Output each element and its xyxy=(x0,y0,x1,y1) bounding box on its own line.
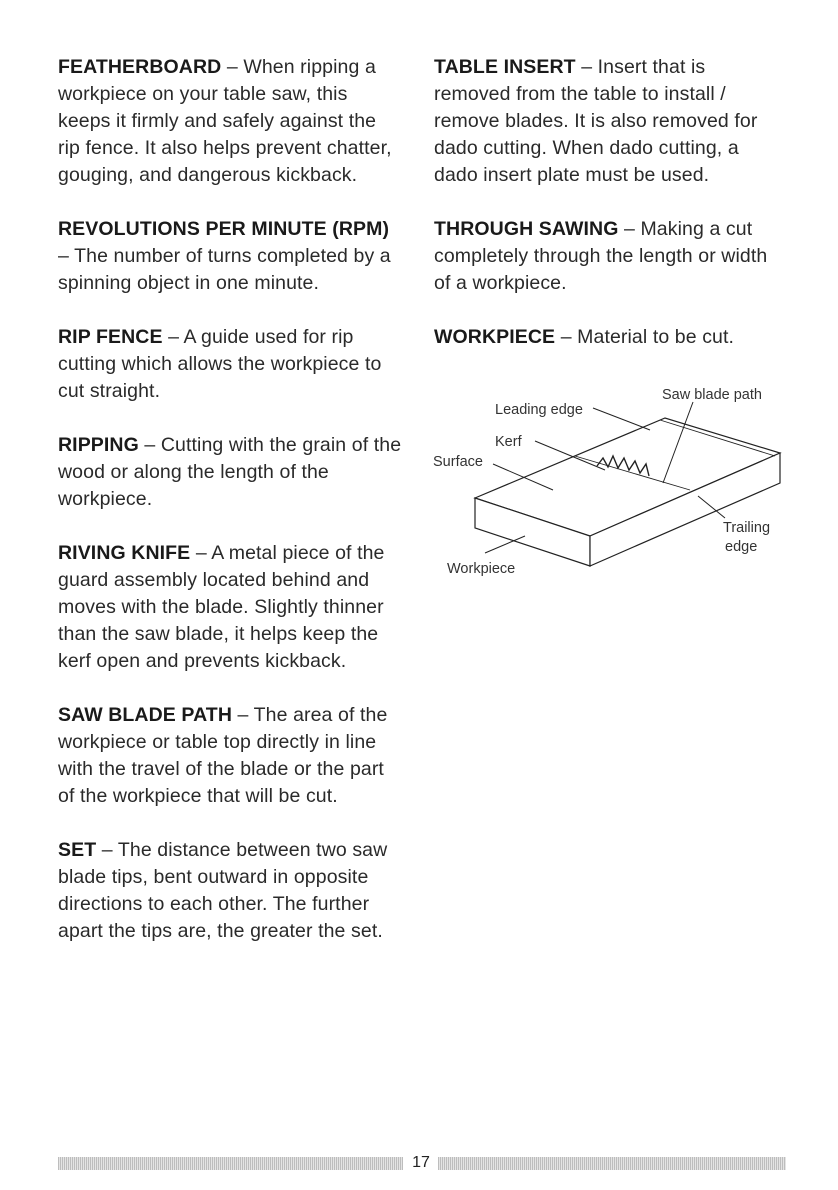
glossary-entry-set xyxy=(58,837,403,945)
glossary-definition: – The area of the workpiece or table top directly in line with the travel of the blade or the part of the workpiece that will be cut. xyxy=(58,704,388,807)
page-footer xyxy=(58,1154,786,1172)
glossary-entry-saw-blade-path xyxy=(58,702,403,810)
glossary-term: WORKPIECE xyxy=(434,326,556,348)
glossary-term: SET xyxy=(58,839,97,861)
leader-leading-edge xyxy=(593,408,650,430)
glossary-entry-riving-knife xyxy=(58,540,403,675)
glossary-entry-rpm xyxy=(58,216,403,297)
workpiece-diagram xyxy=(425,378,795,593)
label-surface: Surface xyxy=(433,454,483,470)
glossary-term: TABLE INSERT xyxy=(434,56,576,78)
glossary-definition: – When ripping a workpiece on your table saw, this keeps it firmly and safely against the rip fence. It also helps prevent chatter, gouging, and dangerous kickback. xyxy=(58,56,392,186)
glossary-definition: – Insert that is removed from the table to install / remove blades. It is also removed for dado cutting. When dado cutting, a dado insert plate must be used. xyxy=(434,56,758,186)
label-leading-edge: Leading edge xyxy=(495,402,583,418)
glossary-term: THROUGH SAWING xyxy=(434,218,619,240)
glossary-definition: – Material to be cut. xyxy=(555,326,735,348)
label-saw-blade-path: Saw blade path xyxy=(662,387,762,403)
glossary-definition: – The number of turns completed by a spinning object in one minute. xyxy=(58,245,391,294)
right-column xyxy=(434,54,784,378)
glossary-definition: – Cutting with the grain of the wood or along the length of the workpiece. xyxy=(58,434,402,510)
glossary-definition: – Making a cut completely through the length or width of a workpiece. xyxy=(434,218,768,294)
glossary-term: FEATHERBOARD xyxy=(58,56,222,78)
glossary-entry-workpiece xyxy=(434,324,784,351)
glossary-definition: – A metal piece of the guard assembly located behind and moves with the blade. Slightly thinner than the saw blade, it helps keep the kerf open and prevents kickback. xyxy=(58,542,385,672)
glossary-entry-rip-fence xyxy=(58,324,403,405)
footer-bar-left xyxy=(58,1157,403,1170)
glossary-term: RIVING KNIFE xyxy=(58,542,191,564)
glossary-term: RIP FENCE xyxy=(58,326,163,348)
glossary-definition: – The distance between two saw blade tips, bent outward in opposite directions to each other. The further apart the tips are, the greater the set. xyxy=(58,839,388,942)
glossary-entry-through-sawing xyxy=(434,216,784,297)
glossary-term: SAW BLADE PATH xyxy=(58,704,233,726)
glossary-entry-featherboard xyxy=(58,54,403,189)
footer-bar-right xyxy=(438,1157,786,1170)
glossary-entry-table-insert xyxy=(434,54,784,189)
label-workpiece: Workpiece xyxy=(447,561,516,577)
page-number: 17 xyxy=(412,1154,430,1171)
glossary-definition: – A guide used for rip cutting which allows the workpiece to cut straight. xyxy=(58,326,382,402)
glossary-entry-ripping xyxy=(58,432,403,513)
label-edge: edge xyxy=(725,539,758,555)
label-kerf: Kerf xyxy=(495,434,522,450)
left-column xyxy=(58,54,403,972)
leader-workpiece xyxy=(485,536,525,553)
label-trailing: Trailing xyxy=(723,520,771,536)
glossary-term: RIPPING xyxy=(58,434,139,456)
glossary-term: REVOLUTIONS PER MINUTE (RPM) xyxy=(58,218,390,240)
